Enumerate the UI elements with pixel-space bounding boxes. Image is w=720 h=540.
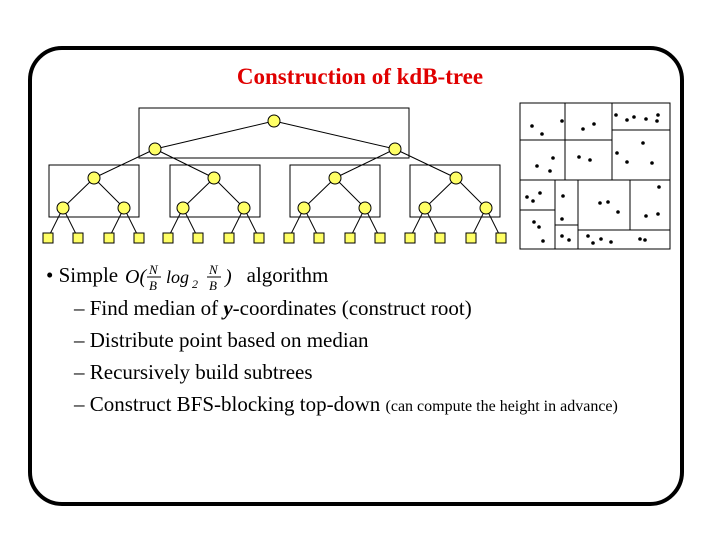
formula-graphic: [123, 262, 241, 292]
data-point-icon: [609, 240, 613, 244]
svg-text:): ): [225, 266, 233, 289]
leaf-block-icon: [466, 233, 476, 243]
data-point-icon: [657, 185, 661, 189]
level3-node-icon: [118, 202, 130, 214]
data-point-icon: [644, 117, 648, 121]
level1-node-icon: [389, 143, 401, 155]
data-point-icon: [541, 239, 545, 243]
leaf-block-icon: [314, 233, 324, 243]
slide-title: Construction of kdB-tree: [236, 64, 484, 89]
data-point-icon: [540, 132, 544, 136]
data-point-icon: [577, 155, 581, 159]
data-point-icon: [525, 195, 529, 199]
subitem-1: – Find median of y-coordinates (construct root): [74, 296, 472, 321]
data-point-icon: [535, 164, 539, 168]
data-point-icon: [592, 122, 596, 126]
leaf-block-icon: [284, 233, 294, 243]
level2-node-icon: [450, 172, 462, 184]
data-point-icon: [643, 238, 647, 242]
subitem-4: – Construct BFS-blocking top-down (can compute the height in advance): [74, 392, 618, 417]
level2-node-icon: [208, 172, 220, 184]
data-point-icon: [586, 234, 590, 238]
data-point-icon: [560, 217, 564, 221]
data-point-icon: [548, 169, 552, 173]
level3-node-icon: [480, 202, 492, 214]
leaf-block-icon: [405, 233, 415, 243]
bullet-text-after: algorithm: [246, 263, 329, 287]
level3-node-icon: [177, 202, 189, 214]
data-point-icon: [551, 156, 555, 160]
data-point-icon: [532, 220, 536, 224]
data-point-icon: [625, 118, 629, 122]
root-node-icon: [268, 115, 280, 127]
leaf-block-icon: [73, 233, 83, 243]
data-point-icon: [606, 200, 610, 204]
data-point-icon: [591, 241, 595, 245]
level3-node-icon: [419, 202, 431, 214]
leaf-block-icon: [224, 233, 234, 243]
svg-text:N: N: [149, 262, 159, 278]
data-point-icon: [616, 210, 620, 214]
data-point-icon: [650, 161, 654, 165]
data-point-icon: [531, 199, 535, 203]
level2-node-icon: [88, 172, 100, 184]
bullet-marker: •: [46, 263, 54, 287]
data-point-icon: [614, 113, 618, 117]
leaf-block-icon: [345, 233, 355, 243]
leaf-block-icon: [104, 233, 114, 243]
data-point-icon: [655, 119, 659, 123]
data-point-icon: [644, 214, 648, 218]
data-point-icon: [588, 158, 592, 162]
subitem-2: – Distribute point based on median: [74, 328, 369, 353]
svg-text:log: log: [166, 267, 190, 288]
data-point-icon: [598, 201, 602, 205]
data-point-icon: [538, 191, 542, 195]
level3-node-icon: [359, 202, 371, 214]
data-point-icon: [581, 127, 585, 131]
leaf-block-icon: [496, 233, 506, 243]
data-point-icon: [560, 119, 564, 123]
data-point-icon: [561, 194, 565, 198]
data-point-icon: [615, 151, 619, 155]
bullet-text-before: Simple: [58, 263, 119, 287]
leaf-block-icon: [134, 233, 144, 243]
svg-text:N: N: [209, 262, 219, 278]
data-point-icon: [567, 238, 571, 242]
level1-node-icon: [149, 143, 161, 155]
level3-node-icon: [298, 202, 310, 214]
leaf-block-icon: [193, 233, 203, 243]
level3-node-icon: [238, 202, 250, 214]
svg-text:B: B: [209, 278, 218, 293]
leaf-block-icon: [435, 233, 445, 243]
data-point-icon: [638, 237, 642, 241]
data-point-icon: [537, 225, 541, 229]
data-point-icon: [625, 160, 629, 164]
data-point-icon: [599, 237, 603, 241]
leaf-block-icon: [163, 233, 173, 243]
subitem-3: – Recursively build subtrees: [74, 360, 313, 385]
svg-text:O(: O(: [125, 266, 147, 289]
data-point-icon: [641, 141, 645, 145]
bullet-list: [46, 259, 618, 423]
level3-node-icon: [57, 202, 69, 214]
leaf-block-icon: [43, 233, 53, 243]
data-point-icon: [632, 115, 636, 119]
complexity-formula: [123, 262, 246, 293]
level2-node-icon: [329, 172, 341, 184]
data-point-icon: [656, 113, 660, 117]
data-point-icon: [560, 234, 564, 238]
svg-text:2: 2: [192, 277, 199, 292]
leaf-block-icon: [375, 233, 385, 243]
data-point-icon: [530, 124, 534, 128]
svg-text:B: B: [149, 278, 158, 293]
data-point-icon: [656, 212, 660, 216]
leaf-block-icon: [254, 233, 264, 243]
bullet-main: [46, 259, 618, 292]
